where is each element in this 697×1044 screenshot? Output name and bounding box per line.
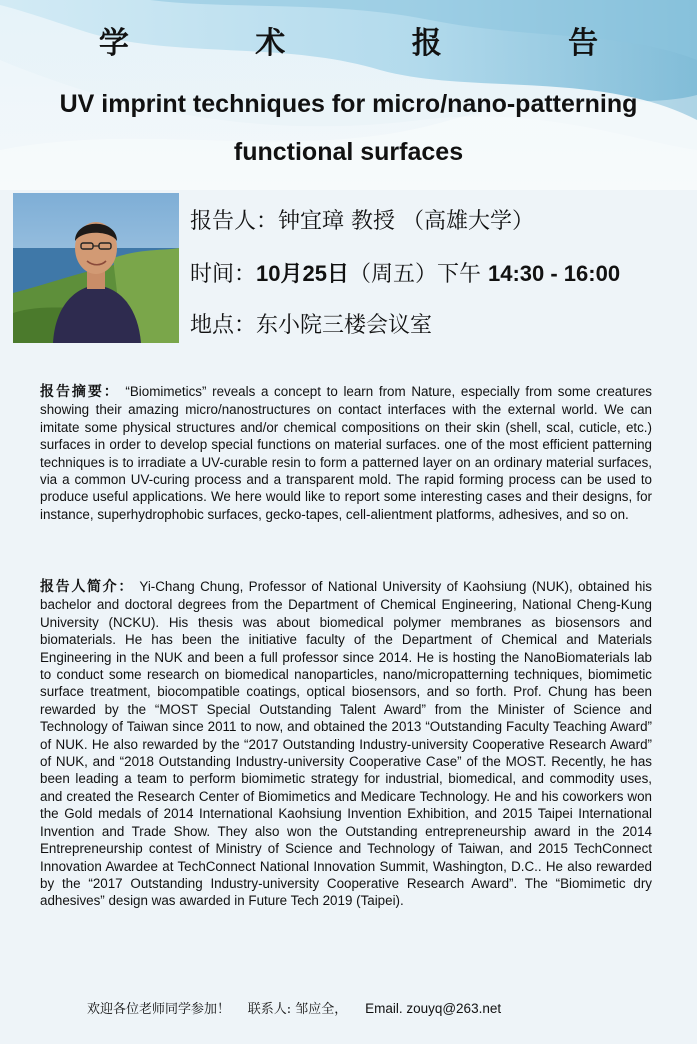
speaker-name: 钟宜璋 教授 （高雄大学）: [278, 209, 535, 234]
footer-welcome: 欢迎各位老师同学参加！: [87, 1002, 231, 1017]
time-weekday: （周五）下午: [348, 262, 488, 287]
abstract-text: “Biomimetics” reveals a concept to learn from Nature, especially from some creatures showing their amazing micro/nanostructures on contact interfaces with the external world. We can imitate some physical structures and/or chemical compositions on their skin (shell, scal, cuticle, etc.) surfaces in order to develop special functions on material surfaces. one of the most efficient patterning techniques is to irradiate a UV-curable resin to form a patterned layer on an ordinary material surfaces, via a common UV-curing process and a transparent mold. The rapid forming process can be used to produce useful applications. We here would like to report some interesting cases and their designs, for instance, superhydrophobic surfaces, gecko-tapes, cell-alientment platforms, adhesives, and so on.: [40, 384, 653, 522]
time-range: 14:30 - 16:00: [487, 261, 621, 286]
abstract-section: [40, 383, 652, 523]
speaker-line: [190, 200, 620, 252]
talk-info: [190, 200, 620, 356]
footer: [87, 998, 515, 1017]
bio-text: Yi-Chang Chung, Professor of National University of Kaohsiung (NUK), obtained his bachelor and doctoral degrees from the Department of Chemical Engineering, National Cheng-Kung University (NCKU). His thesis was about biomedical polymer membranes as biosensors and biomaterials. He has been the initiative faculty of the Department of Chemical and Materials Engineering in the NUK and been a full professor since 2014. He is hosting the NanoBiomaterials lab to conduct some research on biomedical nanoparticles, nano/micropatterning techniques, biomimetic surface treatment, biocompatible coatings, optical biosensors, and so forth. Prof. Chung has been rewarded by the “MOST Special Outstanding Talent Award” from the Minister of Science and Technology of Taiwan since 2011 to now, and obtained the 2013 “Outstanding Faculty Teaching Award” of NUK. He also rewarded by the “2017 Outstanding Industry-university Cooperative Research Award” of NUK, and “2018 Outstanding Industry-university Cooperative Case” of the MOST. Recently, he has been leading a team to perform biomimetic strategy for industrial, biomedical, and commodity uses, and created the Research Center of Biomimetics and Medicare Technology. He and his coworkers won the Gold medals of 2014 International Kaohsiung Invention Exhibition, and 2015 Taipei International Invention and Trade Show. They also won the Outstanding entrepreneurship award in the 2014 Entrepreneurship contest of Ministry of Science and Technology of Taiwan, and 2015 TechConnect Innovation Awardee at TechConnect National Innovation Summit, Washington, D.C.. He also rewarded by the “2017 Outstanding Industry-university Cooperative Research Award”. The “Biomimetic dry adhesives” design was awarded in Future Tech 2019 (Taipei).: [40, 579, 652, 909]
speaker-label: 报告人：: [190, 209, 279, 234]
footer-email: Email. zouyq@263.net: [365, 1001, 502, 1016]
time-line: [190, 252, 620, 304]
time-date: 10月25日: [256, 261, 349, 286]
place-label: 地点：: [190, 313, 257, 338]
talk-title: [0, 80, 697, 176]
speaker-photo: [13, 193, 179, 343]
talk-title-line-1: UV imprint techniques for micro/nano-patterning: [59, 90, 638, 118]
abstract-label: 报告摘要：: [40, 384, 120, 400]
place-name: 东小院三楼会议室: [256, 313, 433, 338]
place-line: [190, 304, 620, 356]
page-heading: 学 术 报 告: [98, 26, 657, 61]
time-label: 时间：: [190, 262, 257, 287]
bio-section: [40, 578, 652, 910]
bio-label: 报告人简介：: [40, 579, 134, 595]
footer-contact: 联系人: 邹应全，: [247, 1002, 348, 1017]
talk-title-line-2: functional surfaces: [233, 138, 464, 166]
